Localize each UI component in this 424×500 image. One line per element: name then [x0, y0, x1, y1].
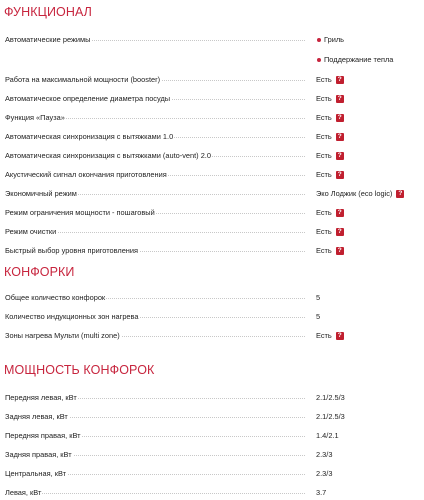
- spec-row-pan-detection: [0, 89, 424, 108]
- spec-row-auto-modes: [0, 30, 424, 49]
- spec-value-text: Есть: [316, 150, 332, 160]
- spec-value-text: 2.3/3: [316, 449, 333, 459]
- help-icon[interactable]: ?: [336, 228, 344, 236]
- spec-row-induction-zones: [0, 307, 424, 326]
- help-icon[interactable]: ?: [336, 209, 344, 217]
- spec-label: Режим ограничения мощности - пошаговый: [5, 207, 155, 217]
- spec-value: [316, 469, 332, 479]
- help-icon[interactable]: ?: [336, 133, 344, 141]
- spec-label: Автоматическая синхронизация с вытяжками 1.0: [5, 131, 174, 141]
- help-icon[interactable]: ?: [336, 247, 344, 255]
- spec-value: [316, 94, 344, 104]
- section-title: МОЩНОСТЬ КОНФОРОК: [4, 363, 155, 377]
- spec-value: [316, 312, 320, 322]
- spec-label: Работа на максимальной мощности (booster): [5, 74, 161, 84]
- spec-label: Автоматические режимы: [5, 34, 91, 44]
- spec-value-text: Эко Лоджик (eco logic): [316, 188, 393, 198]
- spec-row-acoustic-signal: [0, 165, 424, 184]
- help-icon[interactable]: ?: [396, 190, 404, 198]
- spec-label: Количество индукционных зон нагрева: [5, 311, 139, 321]
- spec-value-text: Есть: [316, 131, 332, 141]
- spec-value: [316, 208, 344, 218]
- dotted-leader: [5, 493, 305, 494]
- spec-value-text: Гриль: [324, 34, 344, 44]
- spec-row-rear-right: [0, 445, 424, 464]
- spec-label: Автоматическая синхронизация с вытяжками (auto-vent) 2.0: [5, 150, 211, 160]
- spec-label: Центральная, кВт: [5, 468, 67, 478]
- spec-label: Зоны нагрева Мульти (multi zone): [5, 330, 120, 340]
- bullet-icon: [317, 38, 321, 42]
- spec-value-text: 2.1/2.5/3: [316, 411, 345, 421]
- spec-value: [316, 151, 344, 161]
- help-icon[interactable]: ?: [336, 152, 344, 160]
- spec-label: Режим очистки: [5, 226, 57, 236]
- spec-value: [316, 75, 344, 85]
- section-burners: [0, 264, 424, 345]
- spec-value-text: 5: [316, 292, 321, 302]
- spec-value: [316, 331, 344, 341]
- spec-value-text: Есть: [316, 245, 332, 255]
- spec-value-text: Есть: [316, 74, 332, 84]
- help-icon[interactable]: ?: [336, 95, 344, 103]
- spec-row-left: [0, 483, 424, 500]
- spec-row-pause: [0, 108, 424, 127]
- spec-label: Передняя левая, кВт: [5, 392, 77, 402]
- spec-value-text: Есть: [316, 226, 332, 236]
- spec-value-text: Есть: [316, 112, 332, 122]
- spec-row-quick-level: [0, 241, 424, 260]
- spec-value: [316, 393, 345, 403]
- help-icon[interactable]: ?: [336, 76, 344, 84]
- spec-row-front-right: [0, 426, 424, 445]
- section-title: КОНФОРКИ: [4, 265, 75, 279]
- help-icon[interactable]: ?: [336, 332, 344, 340]
- spec-value: [316, 450, 332, 460]
- spec-value-text: 2.3/3: [316, 468, 333, 478]
- help-icon[interactable]: ?: [336, 171, 344, 179]
- spec-label: Левая, кВт: [5, 487, 42, 497]
- spec-row-hood-sync-2: [0, 146, 424, 165]
- spec-value: [316, 488, 326, 498]
- spec-value: [316, 113, 344, 123]
- spec-label: Задняя левая, кВт: [5, 411, 68, 421]
- section-functional: [0, 4, 424, 260]
- spec-label: Акустический сигнал окончания приготовления: [5, 169, 167, 179]
- spec-value-text: 5: [316, 311, 321, 321]
- bullet-icon: [317, 58, 321, 62]
- spec-value: [316, 431, 339, 441]
- spec-value: [316, 293, 320, 303]
- spec-row-multi-zone: [0, 326, 424, 345]
- spec-row-center: [0, 464, 424, 483]
- spec-value-text: 2.1/2.5/3: [316, 392, 345, 402]
- spec-value-text: Есть: [316, 330, 332, 340]
- spec-row-hood-sync-1: [0, 127, 424, 146]
- spec-value-text: Есть: [316, 93, 332, 103]
- spec-value: [316, 170, 344, 180]
- spec-label: Передняя правая, кВт: [5, 430, 81, 440]
- spec-value-text: 3.7: [316, 487, 327, 497]
- spec-value-text: Поддержание тепла: [324, 54, 394, 64]
- spec-value: [316, 227, 344, 237]
- spec-value: [316, 35, 344, 45]
- spec-label: Экономичный режим: [5, 188, 77, 198]
- spec-value-text: Есть: [316, 207, 332, 217]
- spec-row-power-limit: [0, 203, 424, 222]
- section-burner-power: [0, 362, 424, 500]
- spec-value: [316, 132, 344, 142]
- spec-label: Быстрый выбор уровня приготовления: [5, 245, 139, 255]
- spec-value: [316, 412, 345, 422]
- spec-row-auto-modes-2: [0, 49, 424, 70]
- spec-row-rear-left: [0, 407, 424, 426]
- spec-row-booster: [0, 70, 424, 89]
- spec-row-cleaning: [0, 222, 424, 241]
- spec-value-text: Есть: [316, 169, 332, 179]
- spec-label: Автоматическое определение диаметра посуды: [5, 93, 171, 103]
- spec-value: [316, 246, 344, 256]
- spec-value: [316, 189, 404, 199]
- spec-row-eco-mode: [0, 184, 424, 203]
- help-icon[interactable]: ?: [336, 114, 344, 122]
- spec-row-total-burners: [0, 288, 424, 307]
- spec-label: Общее количество конфорок: [5, 292, 106, 302]
- spec-label: Функция «Пауза»: [5, 112, 65, 122]
- spec-value-text: 1.4/2.1: [316, 430, 339, 440]
- spec-label: Задняя правая, кВт: [5, 449, 72, 459]
- spec-row-front-left: [0, 388, 424, 407]
- spec-value: [316, 55, 393, 65]
- section-title: ФУНКЦИОНАЛ: [4, 5, 92, 19]
